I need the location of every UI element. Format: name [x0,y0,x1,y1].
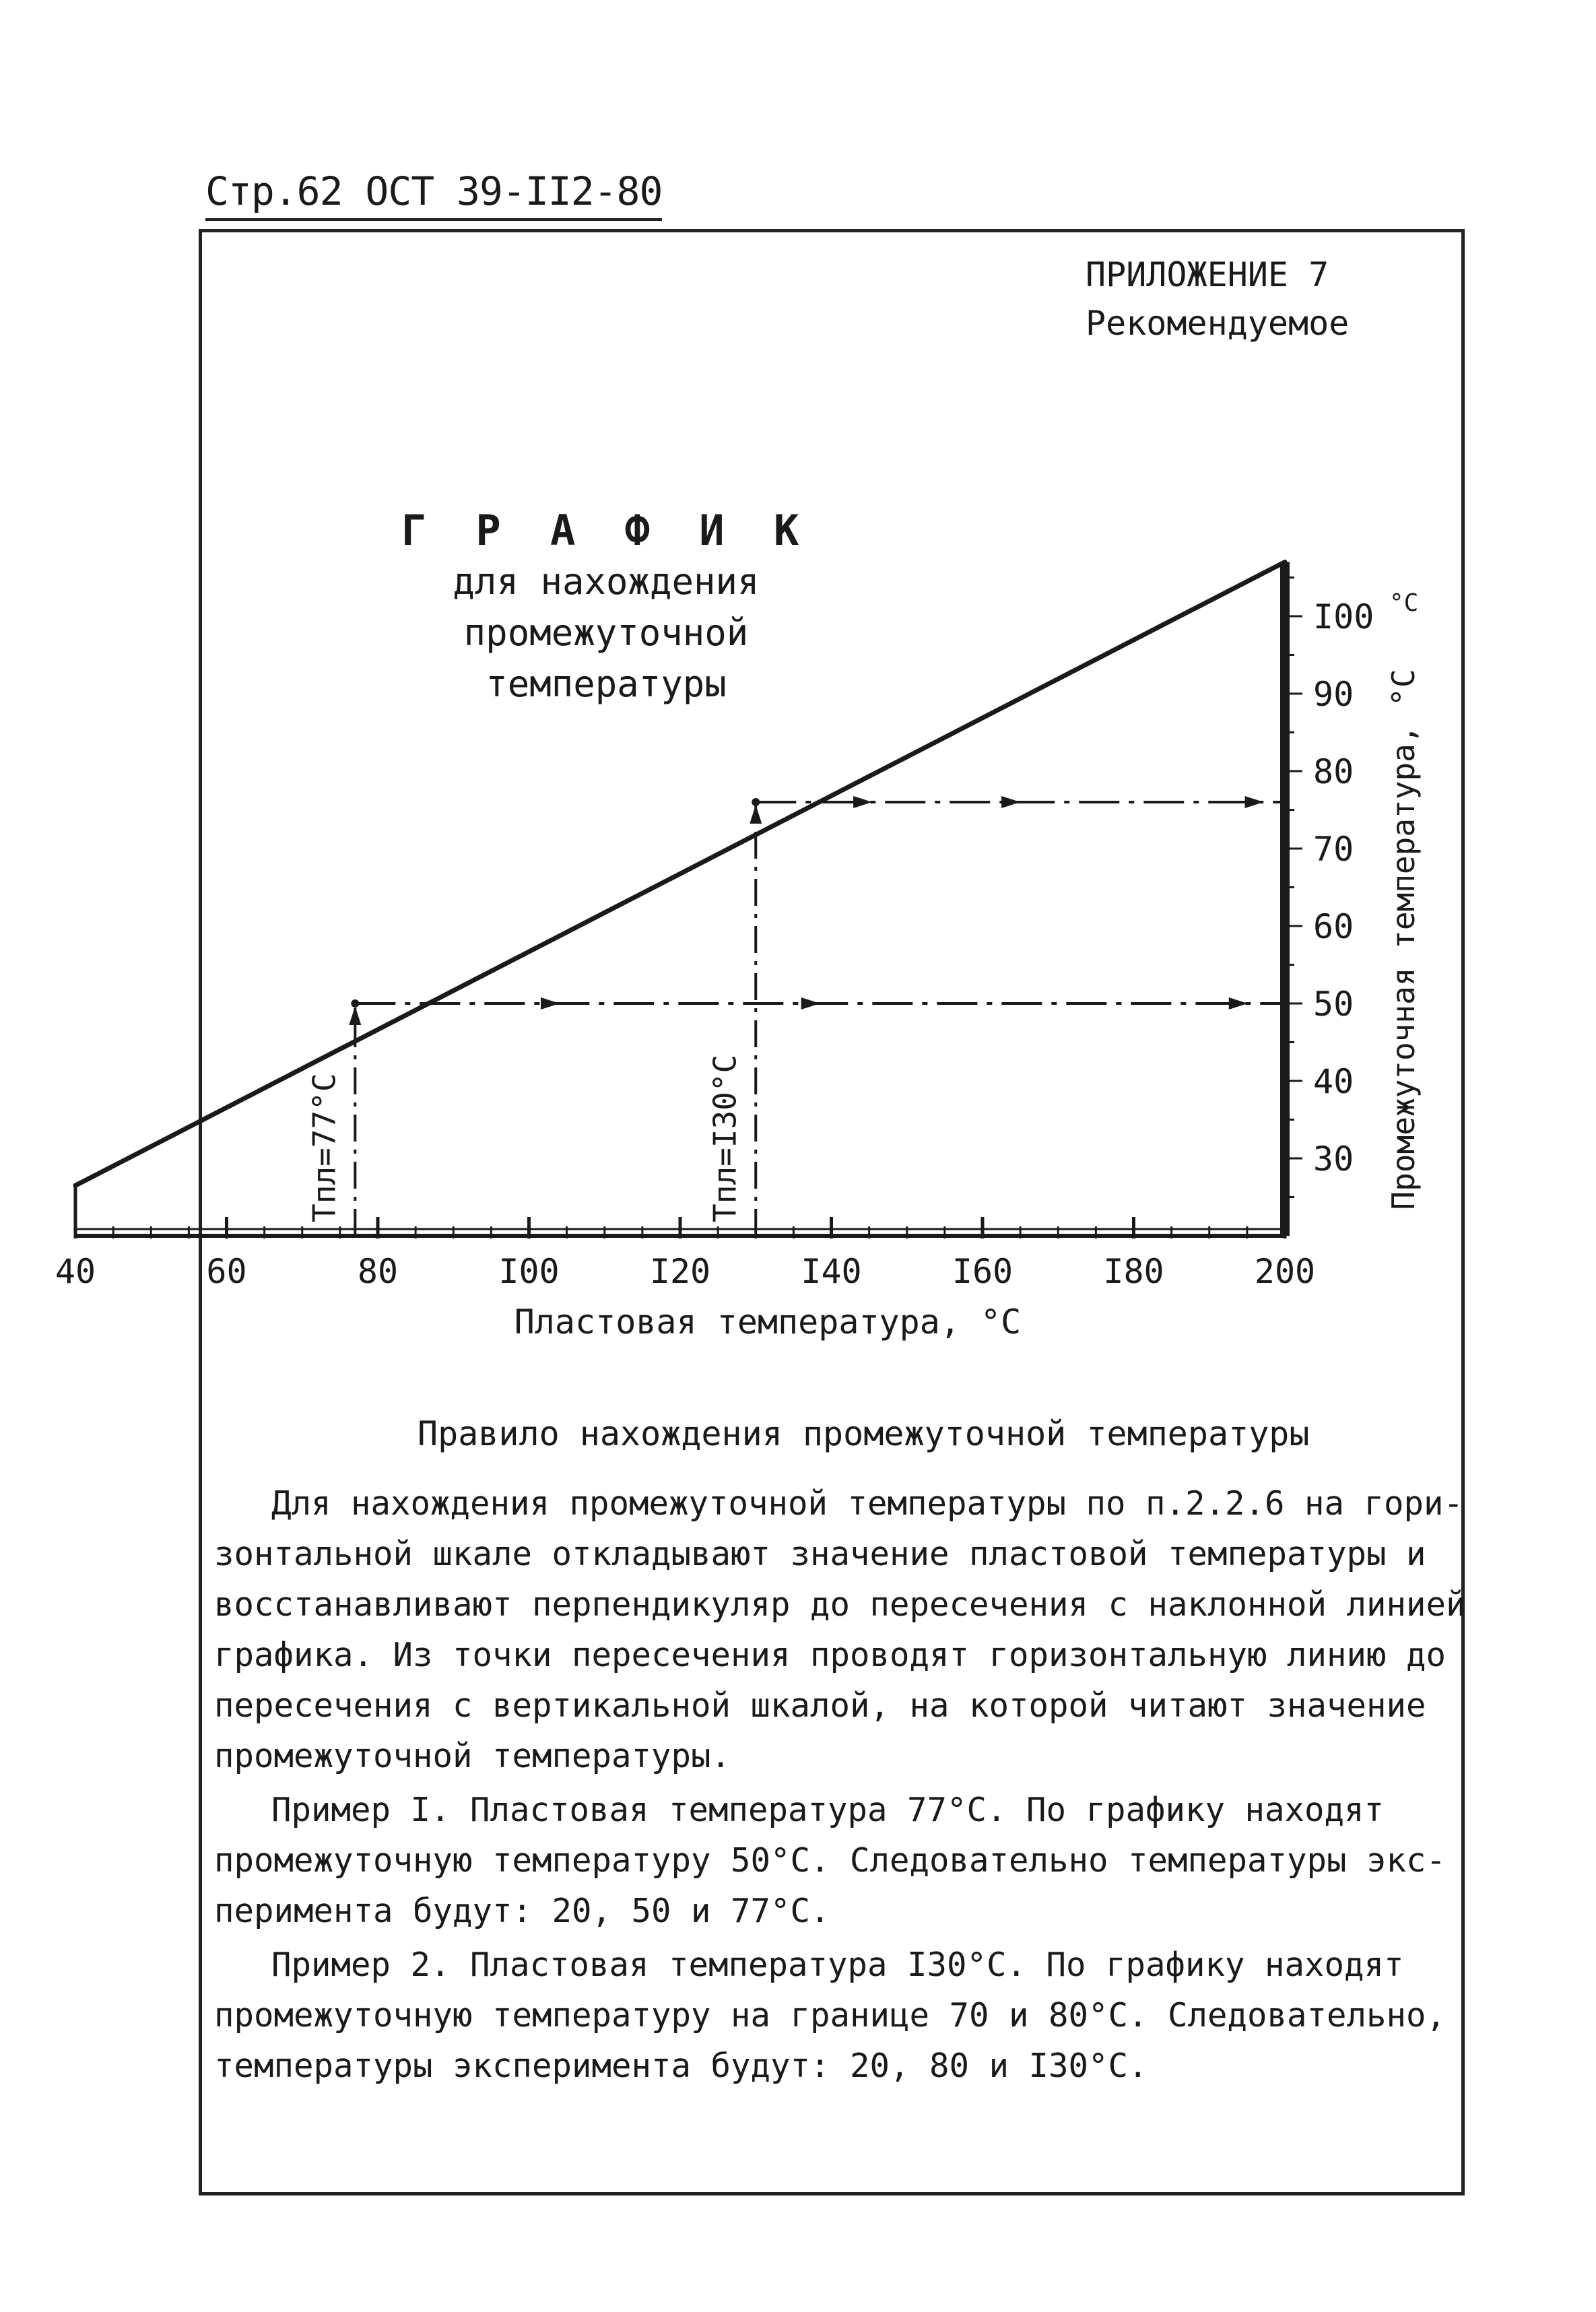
x-tick-label: 80 [357,1252,399,1291]
example-arrow [349,1006,361,1025]
chart-title-sub2: температуры [486,663,727,705]
x-tick-label: I00 [498,1252,560,1291]
rule-line: графика. Из точки пересечения проводят горизонтальную линию до [214,1636,1447,1674]
example-2-line: температуры эксперимента будут: 20, 80 и I30°С. [214,2047,1148,2085]
y-tick-label: 80 [1313,752,1354,791]
rule-line: пересечения с вертикальной шкалой, на которой читают значение [214,1686,1426,1725]
x-tick-label: I80 [1103,1252,1164,1291]
example-label: Тпл=77°C [306,1073,343,1222]
y-tick-label: 30 [1313,1140,1354,1179]
example-1-line: Пример I. Пластовая температура 77°С. По графику находят [271,1791,1385,1829]
example-arrow [853,796,872,808]
example-arrow [1229,997,1248,1010]
y-unit-label: °C [1389,589,1419,617]
rule-paragraph [214,1478,1466,1781]
example-label: Тпл=I30°C [706,1054,743,1222]
appendix-status: Рекомендуемое [1086,304,1350,343]
x-tick-label: 60 [206,1252,247,1291]
example-arrow [1245,796,1264,808]
example-1 [214,1785,1457,1936]
rule-title: Правило нахождения промежуточной температуры [418,1414,1310,1453]
rule-line: промежуточной температуры. [214,1737,731,1775]
y-tick-label: 70 [1313,830,1354,869]
page-reference: Стр.62 ОСТ 39-II2-80 [205,168,662,221]
x-tick-label: 40 [55,1252,96,1291]
example-1-line: перимента будут: 20, 50 и 77°С. [214,1892,830,1930]
x-tick-label: I40 [801,1252,862,1291]
rule-line: Для нахождения промежуточной температуры по п.2.2.6 на гори- [271,1484,1464,1523]
example-2-line: Пример 2. Пластовая температура I30°С. По графику находят [271,1946,1404,1984]
example-2 [214,1940,1457,2091]
example-arrow [801,997,820,1010]
example-1-line: промежуточную температуру 50°С. Следовательно температуры экс- [214,1841,1447,1880]
example-arrow [750,805,762,824]
x-tick-label: I60 [952,1252,1013,1291]
rule-line: зонтальной шкале откладывают значение пластовой температуры и [214,1535,1426,1573]
y-tick-label: 60 [1313,907,1354,946]
y-axis-label: Промежуточная температура, °C [1385,669,1422,1210]
series-line [75,562,1285,1186]
rule-line: восстанавливают перпендикуляр до пересечения с наклонной линией [214,1585,1466,1624]
y-tick-label: I00 [1313,597,1374,636]
example-arrow [541,997,560,1010]
example-arrow [1001,796,1020,808]
x-tick-label: I20 [649,1252,711,1291]
appendix-number: ПРИЛОЖЕНИЕ 7 [1086,255,1329,294]
y-tick-label: 40 [1313,1062,1354,1101]
x-axis-label: Пластовая температура, °C [514,1302,1022,1342]
y-tick-label: 50 [1313,985,1354,1024]
y-tick-label: 90 [1313,675,1354,714]
x-tick-label: 200 [1254,1252,1316,1291]
chart-title-main: Г Р А Ф И К [401,506,811,555]
example-2-line: промежуточную температуру на границе 70 и 80°С. Следовательно, [214,1996,1447,2035]
chart-title-sub1: для нахождения промежуточной [453,560,760,654]
